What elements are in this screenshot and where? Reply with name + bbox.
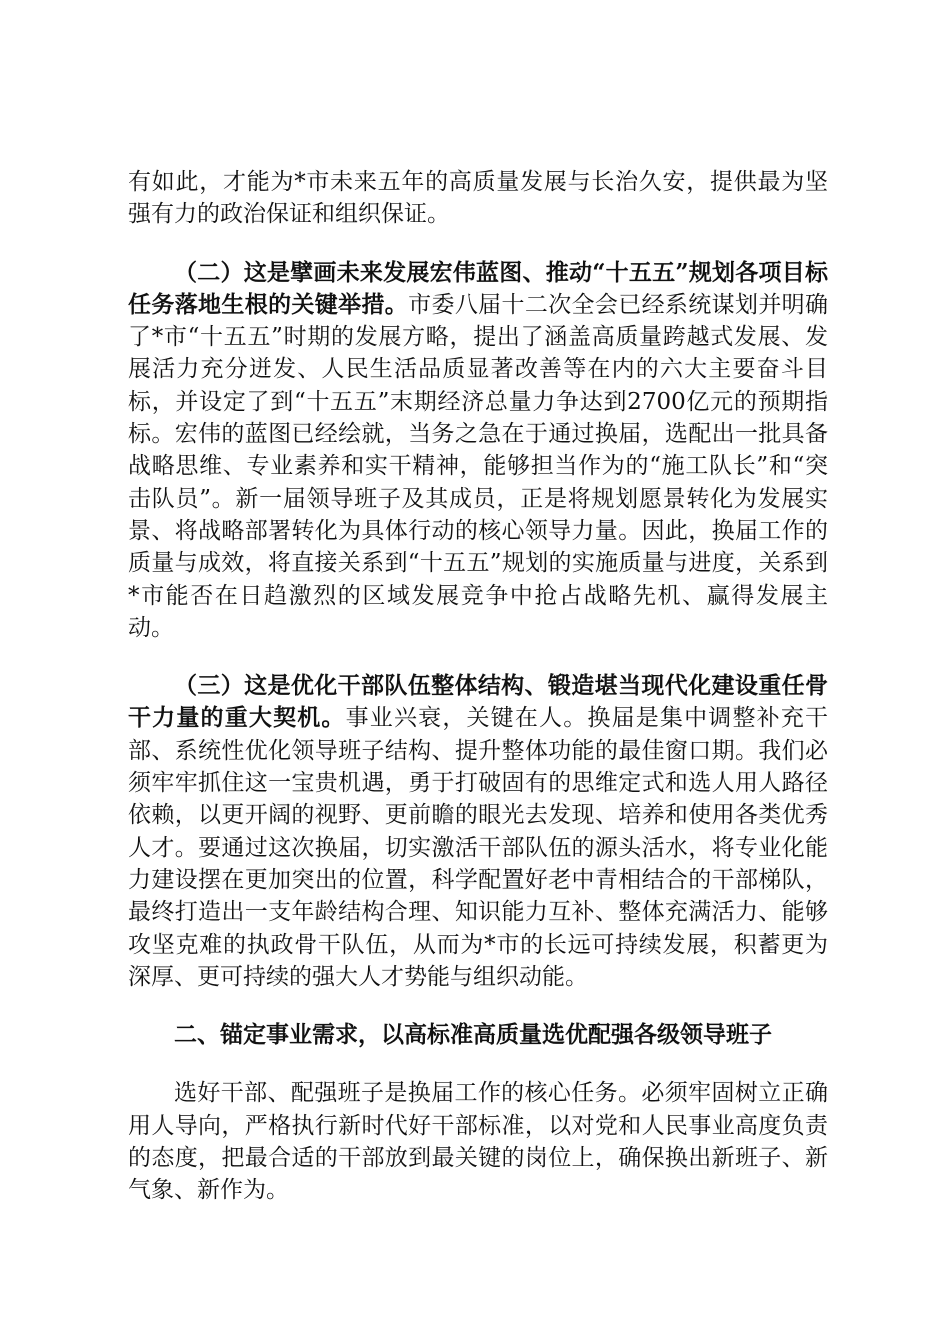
document-body	[128, 166, 828, 1233]
paragraph-text: 选好干部、配强班子是换届工作的核心任务。必须牢固树立正确用人导向，严格执行新时代好干部标准，以对党和人民事业高度负责的态度，把最合适的干部放到最关键的岗位上，确保换出新班子、新气象、新作为。	[128, 1080, 828, 1204]
section-2-lead: （二）这是擘画未来发展宏伟蓝图、推动“十五五”规划各项目标任务落地生根的关键举措。	[128, 258, 828, 318]
paragraph-section-2	[128, 257, 828, 645]
paragraph-section-3	[128, 670, 828, 993]
chapter-heading-2: 二、锚定事业需求，以高标准高质量选优配强各级领导班子	[174, 1021, 772, 1049]
section-3-body: 事业兴衰，关键在人。换届是集中调整补充干部、系统性优化领导班子结构、提升整体功能的最佳窗口期。我们必须牢牢抓住这一宝贵机遇，勇于打破固有的思维定式和选人用人路径依赖，以更开阔的视野、更前瞻的眼光去发现、培养和使用各类优秀人才。要通过这次换届，切实激活干部队伍的源头活水，将专业化能力建设摆在更加突出的位置，科学配置好老中青相结合的干部梯队，最终打造出一支年龄结构合理、知识能力互补、整体充满活力、能够攻坚克难的执政骨干队伍，从而为*市的长远可持续发展，积蓄更为深厚、更可持续的强大人才势能与组织动能。	[128, 705, 829, 990]
paragraph-text: 有如此，才能为*市未来五年的高质量发展与长治久安，提供最为坚强有力的政治保证和组织保证。	[128, 169, 828, 228]
section-2-body: 市委八届十二次全会已经系统谋划并明确了*市“十五五”时期的发展方略，提出了涵盖高质量跨越式发展、发展活力充分迸发、人民生活品质显著改善等在内的六大主要奋斗目标，并设定了到“十五五”末期经济总量力争达到2700亿元的预期指标。宏伟的蓝图已经绘就，当务之急在于通过换届，选配出一批具备战略思维、专业素养和实干精神，能够担当作为的“施工队长”和“突击队员”。新一届领导班子及其成员，正是将规划愿景转化为发展实景、将战略部署转化为具体行动的核心领导力量。因此，换届工作的质量与成效，将直接关系到“十五五”规划的实施质量与进度，关系到*市能否在日趋激烈的区域发展竞争中抢占战略先机、赢得发展主动。	[128, 291, 829, 641]
paragraph-continuation	[128, 166, 828, 231]
section-3-lead: （三）这是优化干部队伍整体结构、锻造堪当现代化建设重任骨干力量的重大契机。	[128, 672, 828, 732]
paragraph-chapter-2-intro	[128, 1077, 828, 1206]
